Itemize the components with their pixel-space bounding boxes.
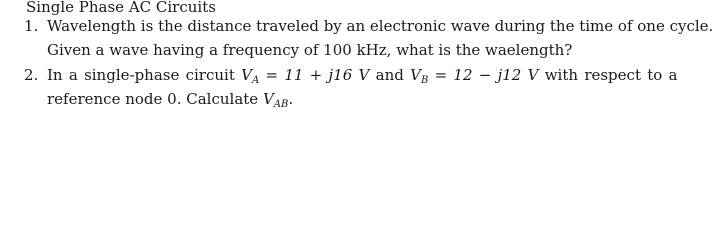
voltage-b-expression: = 12 − j12 V bbox=[428, 66, 539, 84]
voltage-a-subscript: A bbox=[251, 75, 260, 86]
question-1-line-2: Given a wave having a frequency of 100 kHz, what is the waelength? bbox=[47, 41, 573, 59]
question-1-line-1: Wavelength is the distance traveled by an electronic wave during the time of one cycle. bbox=[47, 17, 714, 35]
question-2-intro-text: In a single-phase circuit bbox=[47, 66, 242, 84]
question-2-number: 2. bbox=[24, 66, 39, 84]
question-1-number: 1. bbox=[24, 17, 39, 35]
voltage-a-expression: = 11 + j16 V bbox=[259, 66, 370, 84]
conjunction-text: and bbox=[369, 66, 411, 84]
voltage-ab-symbol: V bbox=[262, 90, 274, 108]
section-heading: Single Phase AC Circuits bbox=[26, 0, 216, 16]
question-2-period: . bbox=[288, 90, 294, 108]
voltage-a-symbol: V bbox=[241, 66, 252, 84]
voltage-ab-subscript: AB bbox=[273, 99, 289, 110]
question-2-line-2-text: reference node 0. Calculate bbox=[47, 90, 263, 108]
document-page bbox=[0, 0, 720, 109]
voltage-b-symbol: V bbox=[410, 66, 421, 84]
voltage-b-subscript: B bbox=[420, 75, 429, 86]
question-2-line-1-tail: with respect to a bbox=[538, 66, 678, 84]
question-2-line-1 bbox=[47, 68, 678, 86]
question-2-line-2 bbox=[47, 92, 293, 110]
